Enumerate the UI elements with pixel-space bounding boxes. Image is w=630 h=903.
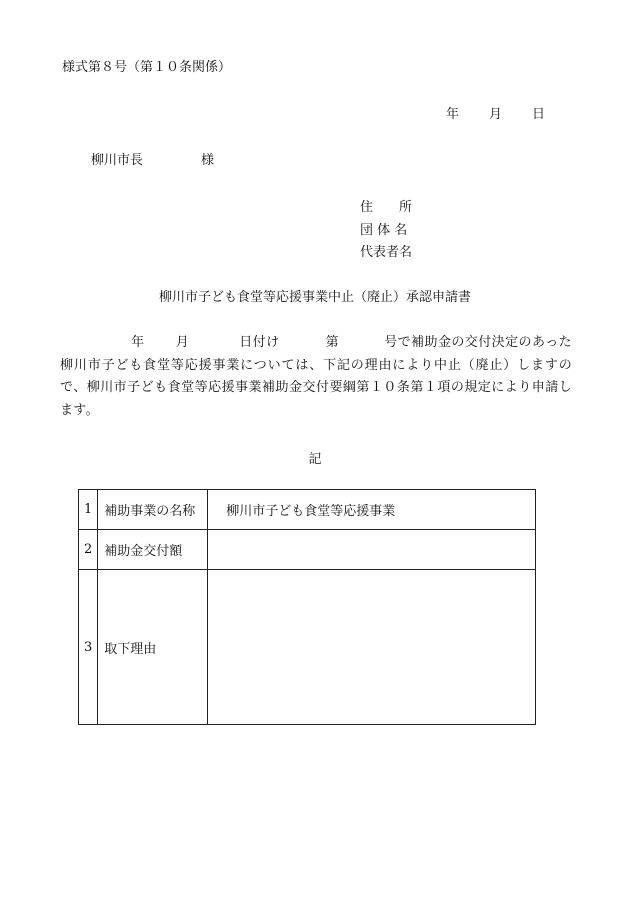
row-label: 補助事業の名称 <box>98 490 208 530</box>
body-month: 月 <box>175 335 190 350</box>
body-dai: 第 <box>325 335 340 350</box>
body-dated: 日付け <box>239 335 280 350</box>
row-number: 1 <box>79 490 98 530</box>
addressee-name: 柳川市長 <box>91 153 144 168</box>
applicant-rep-label: 代表者名 <box>360 245 413 260</box>
body-year: 年 <box>131 335 145 350</box>
row-value <box>208 570 536 725</box>
table-row <box>79 570 536 725</box>
form-number: 様式第８号（第１０条関係） <box>62 60 232 75</box>
date-day-label: 日 <box>532 107 546 122</box>
date-month-label: 月 <box>489 107 503 122</box>
ki-heading: 記 <box>308 452 322 467</box>
date-year-label: 年 <box>446 107 460 122</box>
document-title: 柳川市子ども食堂等応援事業中止（廃止）承認申請書 <box>158 290 471 305</box>
addressee-honorific: 様 <box>201 153 215 168</box>
row-label: 補助金交付額 <box>98 530 208 570</box>
applicant-address-label: 住 所 <box>360 200 413 215</box>
row-label: 取下理由 <box>98 570 208 725</box>
row-value <box>208 530 536 570</box>
applicant-org-label: 団 体 名 <box>360 223 408 238</box>
row-value: 柳川市子ども食堂等応援事業 <box>208 490 536 530</box>
row-number: 2 <box>79 530 98 570</box>
date-line <box>446 103 545 122</box>
details-table <box>78 489 536 725</box>
table-row <box>79 530 536 570</box>
addressee <box>91 149 214 168</box>
table-row <box>79 490 536 530</box>
body-paragraph <box>60 332 572 422</box>
row-number: 3 <box>79 570 98 725</box>
body-rest: 号で補助金の交付決定のあった柳川市子ども食堂等応援事業については、下記の理由により中止（廃止）しますので、柳川市子ども食堂等応援事業補助金交付要綱第１０条第１項の規定により申請します。 <box>60 335 572 418</box>
